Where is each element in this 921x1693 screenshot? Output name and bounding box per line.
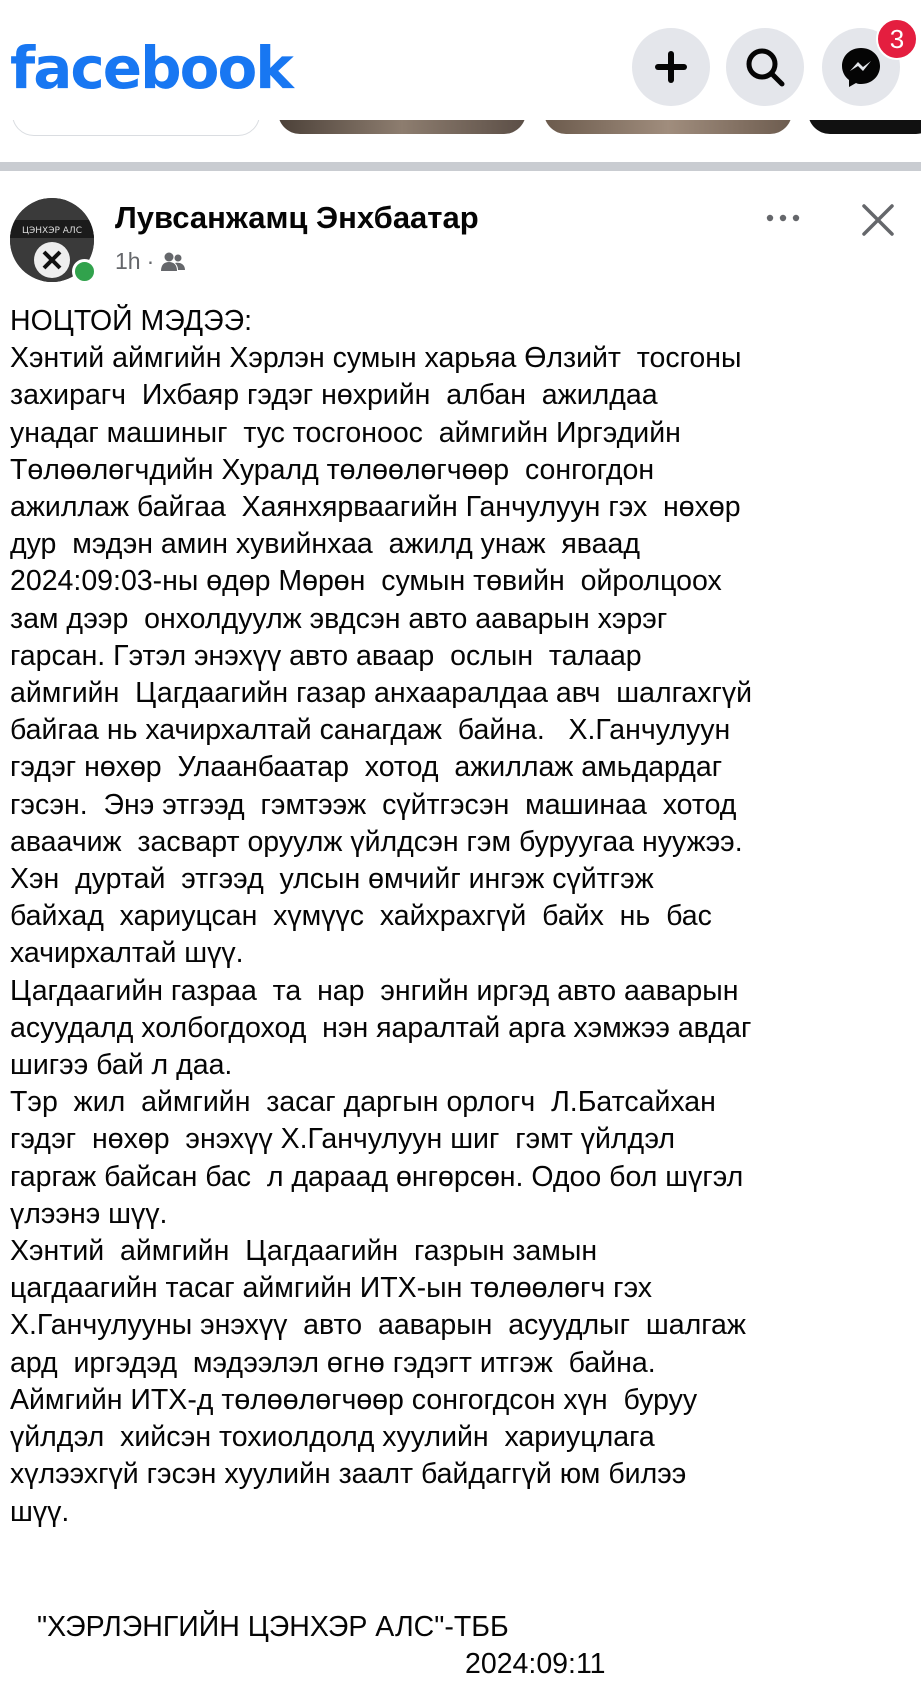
online-indicator [72, 259, 97, 284]
svg-text:ЦЭНХЭР АЛС: ЦЭНХЭР АЛС [22, 226, 82, 236]
post-meta [115, 248, 186, 275]
post-signature: "ХЭРЛЭНГИЙН ЦЭНХЭР АЛС"-ТББ [37, 1611, 509, 1643]
search-button[interactable] [726, 28, 804, 106]
story-card[interactable] [808, 120, 921, 134]
more-horizontal-icon [758, 198, 808, 238]
close-icon [856, 198, 900, 242]
messenger-badge: 3 [876, 18, 918, 60]
messenger-icon [838, 44, 884, 90]
facebook-logo[interactable]: facebook [10, 34, 292, 102]
create-button[interactable] [632, 28, 710, 106]
more-options-button[interactable] [758, 198, 808, 238]
story-card[interactable] [278, 120, 526, 134]
hide-post-button[interactable] [856, 198, 900, 242]
story-card[interactable] [544, 120, 792, 134]
feed-divider [0, 162, 921, 171]
stories-strip[interactable] [0, 120, 921, 140]
top-bar [0, 0, 921, 135]
friends-icon [160, 251, 186, 273]
post-body-text: НОЦТОЙ МЭДЭЭ: Хэнтий аймгийн Хэрлэн сумын харьяа Өлзийт тосгоны захирагч Ихбаяр гэдэг нөхрийн албан ажилдаа унадаг машиныг тус тосгоноос аймгийн Иргэдийн Төлөөлөгчдийн Хуралд төлөөлөгчөөр сонгогдон ажиллаж байгаа Хаянхярваагийн Ганчулуун гэх нөхөр дур мэдэн амин хувийнхаа ажилд унаж яваад 2024:09:03-ны өдөр Мөрөн сумын төвийн ойролцоох зам дээр онхолдуулж эвдсэн авто ааварын хэрэг гарсан. Гэтэл энэхүү авто аваар ослын талаар аймгийн Цагдаагийн газар анхааралдаа авч шалгахгүй байгаа нь хачирхалтай санагдаж байна. Х.Ганчулуун гэдэг нөхөр Улаанбаатар хотод ажиллаж амьдардаг гэсэн. Энэ этгээд гэмтээж сүйтгэсэн машинаа хотод аваачиж засварт оруулж үйлдсэн гэм буруугаа нуужээ. Хэн дуртай этгээд улсын өмчийг ингэж сүйтгэж байхад хариуцсан хүмүүс хайхрахгүй байх нь бас хачирхалтай шүү. Цагдаагийн газраа та нар энгийн иргэд авто ааварын асуудалд холбогдоход нэн яаралтай арга хэмжээ авдаг шигээ бай л даа. Тэр жил аймгийн засаг даргын орлогч Л.Батсайхан гэдэг нөхөр энэхүү Х.Ганчулуун шиг гэмт үйлдэл гаргаж байсан бас л дараад өнгөрсөн. Одоо бол шүгэл үлээнэ шүү. Хэнтий аймгийн Цагдаагийн газрын замын цагдаагийн тасаг аймгийн ИТХ-ын төлөөлөгч гэх Х.Ганчулууны энэхүү авто ааварын асуудлыг шалгаж ард иргэдэд мэдээлэл өгнө гэдэгт итгэж байна. Аймгийн ИТХ-д төлөөлөгчөөр сонгогдсон хүн буруу үйлдэл хийсэн тохиолдолд хуулийн хариуцлага хүлээхгүй гэсэн хуулийн заалт байдаггүй юм билээ шүү. [10, 305, 753, 1528]
story-card[interactable] [12, 120, 260, 136]
search-icon [743, 45, 787, 89]
post-author[interactable]: Лувсанжамц Энхбаатар [115, 200, 479, 235]
meta-separator: · [146, 248, 155, 274]
plus-icon [651, 47, 691, 87]
post-time[interactable]: 1h [115, 248, 141, 274]
post-date: 2024:09:11 [465, 1648, 606, 1680]
